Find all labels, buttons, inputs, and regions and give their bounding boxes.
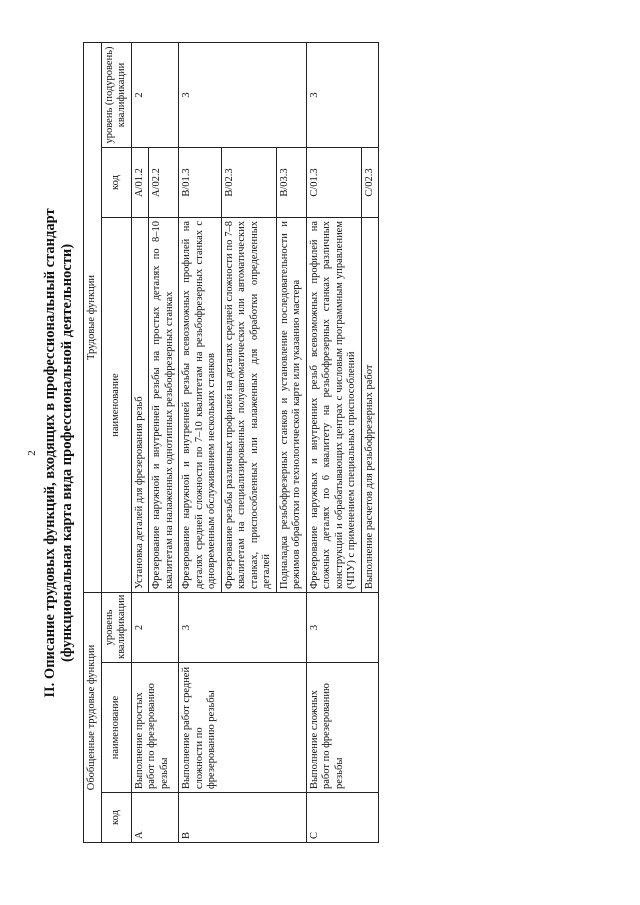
function-name: Фрезерование наружной и внутренней резьбы всевозможных профилей на деталях средней сложности по 7–10 квалитетам на резьбофрезерных станках с одновременным обслуживанием нескольких станков [179, 217, 222, 592]
function-level: 3 [179, 42, 307, 147]
group-code: B [179, 792, 307, 842]
function-code: A/02.2 [149, 147, 179, 217]
function-code: A/01.2 [131, 147, 149, 217]
function-code: C/02.3 [361, 147, 379, 217]
header-labor: Трудовые функции [84, 42, 102, 592]
header-level: уровень квалификации [101, 592, 131, 662]
function-code: B/02.3 [221, 147, 276, 217]
group-name: Выполнение простых работ по фрезерованию резьбы [131, 662, 179, 792]
table-body [131, 42, 379, 842]
functional-map-table [83, 41, 379, 842]
header-code: код [101, 792, 131, 842]
header-generalized: Обобщенные трудовые функции [84, 592, 102, 842]
header-name: наименование [101, 662, 131, 792]
header-function-level: уровень (подуровень) квалификации [101, 42, 131, 147]
group-name: Выполнение сложных работ по фрезерованию резьбы [306, 662, 379, 792]
function-level: 3 [306, 42, 379, 147]
rotated-content [20, 23, 620, 883]
page-number: 2 [26, 449, 38, 456]
table-row [306, 42, 361, 842]
header-function-name: наименование [101, 217, 131, 592]
group-code: C [306, 792, 379, 842]
function-name: Выполнение расчетов для резьбофрезерных работ [361, 217, 379, 592]
table-row [179, 42, 222, 842]
title-line-2: (функциональная карта вида профессиональной деятельности) [59, 243, 75, 662]
function-code: B/03.3 [276, 147, 306, 217]
header-function-code: код [101, 147, 131, 217]
table-row [131, 42, 149, 842]
page-title [42, 23, 76, 883]
group-level: 3 [179, 592, 307, 662]
group-name: Выполнение работ средней сложности по фрезерованию резьбы [179, 662, 307, 792]
function-code: C/01.3 [306, 147, 361, 217]
group-code: A [131, 792, 179, 842]
function-name: Фрезерование наружных и внутренних резьб всевозможных профилей на сложных деталях по 6 квалитету на резьбофрезерных станках различных конструкций и обрабатывающих центрах с числовым программным управлением (ЧПУ) с применением специальных приспособлений [306, 217, 361, 592]
group-level: 3 [306, 592, 379, 662]
function-name: Установка деталей для фрезерования резьб [131, 217, 149, 592]
group-level: 2 [131, 592, 179, 662]
title-line-1: II. Описание трудовых функций, входящих в профессиональный стандарт [42, 207, 58, 698]
function-name: Фрезерование резьбы различных профилей на деталях средней сложности по 7–8 квалитетам на специализированных полуавтоматических или автоматических станках, приспособленных или налаженных для обработки определенных деталей [221, 217, 276, 592]
function-name: Подналадка резьбофрезерных станков и установление последовательности и режимов обработки по технологической карте или указанию мастера [276, 217, 306, 592]
function-name: Фрезерование наружной и внутренней резьбы на простых деталях по 8–10 квалитетам на налаженных однотипных резьбофрезерных станках [149, 217, 179, 592]
function-code: B/01.3 [179, 147, 222, 217]
function-level: 2 [131, 42, 179, 147]
